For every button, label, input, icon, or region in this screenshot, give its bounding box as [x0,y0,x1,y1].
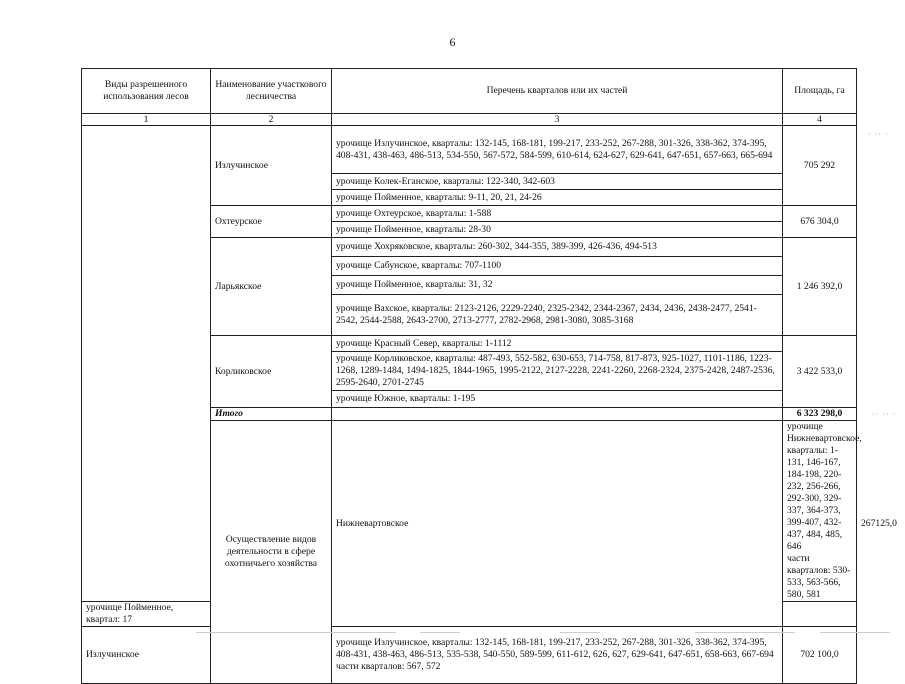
header-area: Площадь, га [783,69,857,114]
header-forestry-name: Наименование участкового лесничества [211,69,332,114]
scan-artifact [560,632,600,633]
total-label: Итого [211,408,332,421]
forestry-name: Охтеурское [211,206,332,238]
area-value: 705 292 [783,126,857,206]
tract-cell: урочище Вахское, кварталы: 2123-2126, 2229-2240, 2325-2342, 2344-2367, 2434, 2436, 2438-2477, 2541-2542, 2544-2588, 2643-2700, 2713-2777, 2782-2968, 2981-3080, 3085-3168 [332,295,783,336]
table-row [82,126,857,174]
tract-text: урочище Излучинское, кварталы: 132-145, 168-181, 199-217, 233-252, 267-288, 301-326, 338-362, 374-395, 408-431, 438-463, 486-513, 535-538, 540-550, 589-599, 611-612, 626, 627, 629-641, 647-651, 658-663, 667-694 [336,637,774,660]
total-empty-cell [332,408,783,421]
tract-cell: урочище Сабунское, кварталы: 707-1100 [332,257,783,276]
tract-cell: урочище Корликовское, кварталы: 487-493, 552-582, 630-653, 714-758, 817-873, 925-1027, 1101-1186, 1223-1268, 1289-1484, 1494-1825, 1844-1965, 1995-2122, 2127-2228, 2241-2260, 2268-2324, 2375-2428, 2487-2536, 2595-2640, 2701-2745 [332,352,783,391]
page-number: 6 [449,35,456,49]
scan-artifact [420,632,460,633]
area-value: 702 100,0 [783,627,857,684]
tract-cell: урочище Хохряковское, кварталы: 260-302, 344-355, 389-399, 426-436, 494-513 [332,238,783,257]
tract-cell: урочище Красный Север, кварталы: 1-1112 [332,336,783,352]
scan-artifact [196,632,396,633]
tract-cell: урочище Южное, кварталы: 1-195 [332,391,783,408]
table-header-row [82,69,857,114]
tract-cell: урочище Колек-Еганское, кварталы: 122-340, 342-603 [332,174,783,190]
tract-cell: урочище Излучинское, кварталы: 132-145, 168-181, 199-217, 233-252, 267-288, 301-326, 338-362, 374-395, 408-431, 438-463, 486-513, 534-550, 567-572, 584-599, 610-614, 624-627, 629-641, 647-651, 657-663, 665-694 [332,126,783,174]
area-value: 1 246 392,0 [783,238,857,336]
forest-use-table [81,68,897,684]
area-value: 676 304,0 [783,206,857,238]
table-row: Осуществление видов деятельности в сфере охотничьего хозяйства Нижневартовское урочище Нижневартовское, кварталы: 1-131, 146-167, 184-198, 220-232, 256-266, 292-300, 329-337, 364-373, 399-407, 432-437, 484, 485, 646 части кварталов: 530-533, 563-566, 580, 581 267125,0 [82,421,857,602]
tract-cell: урочище Пойменное, квартал: 17 [82,602,211,627]
column-number: 3 [332,114,783,126]
column-number-row [82,114,857,126]
tract-cell [783,421,862,602]
column-number: 2 [211,114,332,126]
forestry-name: Излучинское [211,126,332,206]
tract-text: урочище Нижневартовское, кварталы: 1-131, 146-167, 184-198, 220-232, 256-266, 292-300, 329-337, 364-373, 399-407, 432-437, 484, 485, 646 [787,421,862,552]
use-type-cell [82,126,211,602]
tract-cell: урочище Пойменное, кварталы: 31, 32 [332,276,783,295]
total-area: 6 323 298,0 [783,408,857,421]
scan-artifact [820,632,890,633]
scan-artifact: · ·· · [868,130,889,139]
tract-cell: урочище Охтеурское, кварталы: 1-588 [332,206,783,222]
forestry-name: Корликовское [211,336,332,408]
forestry-name: Излучинское [82,627,211,684]
tract-text: части кварталов: 567, 572 [336,661,441,672]
column-number: 1 [82,114,211,126]
area-value: 3 422 533,0 [783,336,857,408]
column-number: 4 [783,114,857,126]
tract-cell: урочище Пойменное, кварталы: 9-11, 20, 21, 24-26 [332,190,783,206]
forestry-name: Нижневартовское [332,421,783,627]
scan-artifact: ·· ·· · [872,410,897,419]
tract-cell [332,627,783,684]
tract-cell: урочище Пойменное, кварталы: 28-30 [332,222,783,238]
use-type-cell: Осуществление видов деятельности в сфере охотничьего хозяйства [211,421,332,684]
header-use-type: Виды разрешенного использования лесов [82,69,211,114]
header-quarters-list: Перечень кварталов или их частей [332,69,783,114]
forestry-name: Ларьякское [211,238,332,336]
tract-text: части кварталов: 530-533, 563-566, 580, 581 [787,553,851,600]
scan-artifact [695,632,795,633]
